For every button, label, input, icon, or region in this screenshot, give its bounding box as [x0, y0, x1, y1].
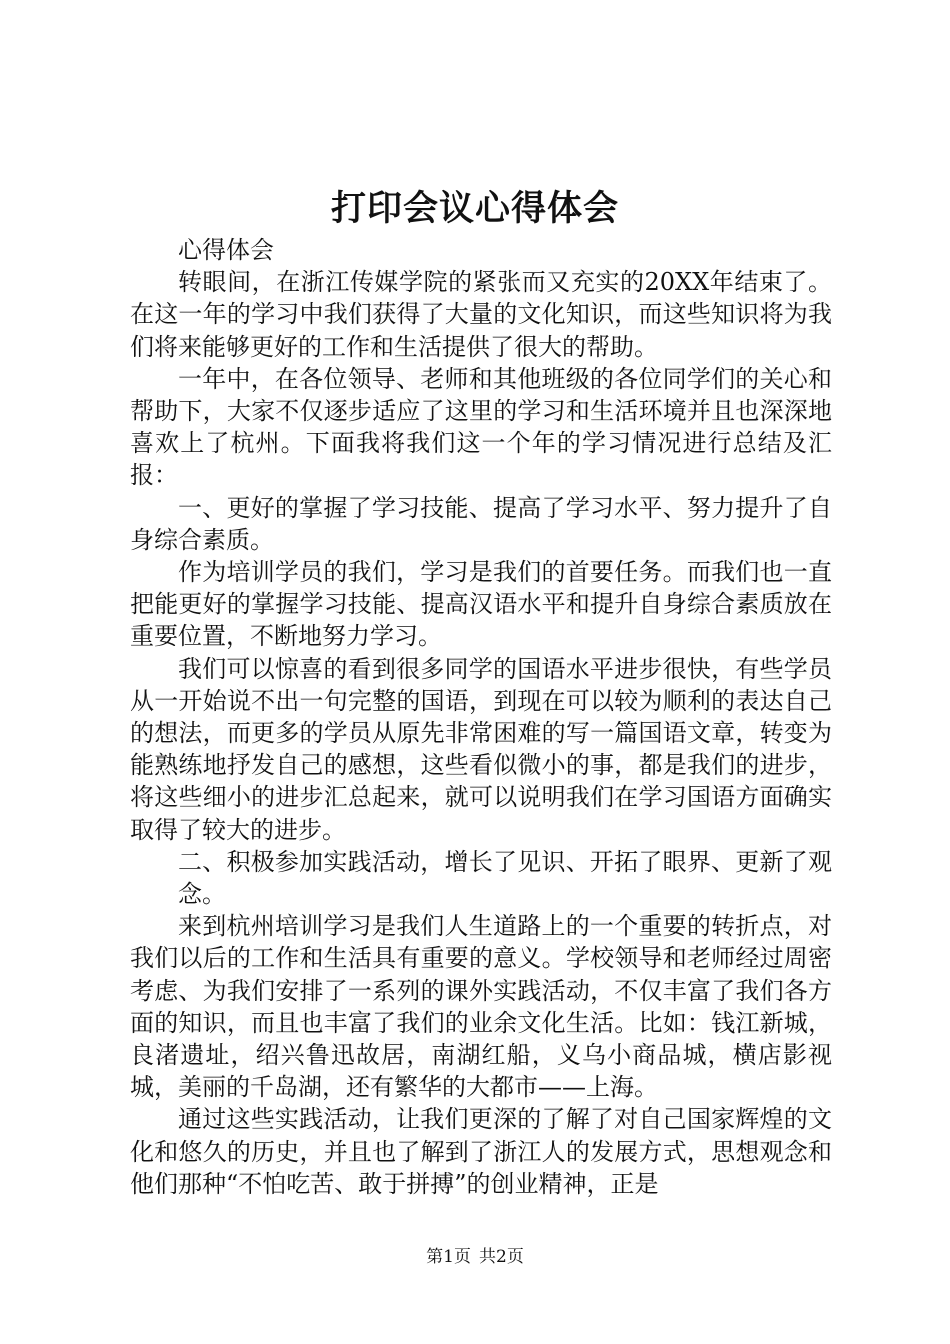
page-footer — [0, 1245, 950, 1269]
page-number: 第1页 — [426, 1247, 471, 1267]
paragraph-subtitle: 心得体会 — [178, 236, 274, 264]
document-title: 打印会议心得体会 — [330, 188, 619, 229]
section-heading: 二、积极参加实践活动，增长了见识、开拓了眼界、更新了观念。 — [178, 847, 832, 909]
paragraph: 作为培训学员的我们，学习是我们的首要任务。而我们也一直把能更好的掌握学习技能、提高汉语水平和提升自身综合素质放在重要位置，不断地努力学习。 — [130, 558, 832, 651]
paragraph: 我们可以惊喜的看到很多同学的国语水平进步很快，有些学员从一开始说不出一句完整的国语，到现在可以较为顺利的表达自己的想法，而更多的学员从原先非常困难的写一篇国语文章，转变为能熟练地抒发自己的感想，这些看似微小的事，都是我们的进步，将这些细小的进步汇总起来，就可以说明我们在学习国语方面确实取得了较大的进步。 — [130, 654, 832, 844]
paragraph: 来到杭州培训学习是我们人生道路上的一个重要的转折点，对我们以后的工作和生活具有重要的意义。学校领导和老师经过周密考虑、为我们安排了一系列的课外实践活动，不仅丰富了我们各方面的知识，而且也丰富了我们的业余文化生活。比如：钱江新城，良渚遗址，绍兴鲁迅故居，南湖红船，义乌小商品城，横店影视城，美丽的千岛湖，还有繁华的大都市——上海。 — [130, 912, 832, 1102]
page-total: 共2页 — [479, 1247, 524, 1267]
paragraph: 转眼间，在浙江传媒学院的紧张而又充实的20XX年结束了。在这一年的学习中我们获得了大量的文化知识，而这些知识将为我们将来能够更好的工作和生活提供了很大的帮助。 — [130, 268, 832, 361]
paragraph: 通过这些实践活动，让我们更深的了解了对自己国家辉煌的文化和悠久的历史，并且也了解到了浙江人的发展方式，思想观念和他们那种“不怕吃苦、敢于拼搏”的创业精神，正是 — [130, 1105, 832, 1198]
paragraph: 一年中，在各位领导、老师和其他班级的各位同学们的关心和帮助下，大家不仅逐步适应了这里的学习和生活环境并且也深深地喜欢上了杭州。下面我将我们这一个年的学习情况进行总结及汇报： — [130, 364, 832, 490]
document-body — [130, 234, 832, 1200]
section-heading: 一、更好的掌握了学习技能、提高了学习水平、努力提升了自身综合素质。 — [130, 493, 832, 554]
